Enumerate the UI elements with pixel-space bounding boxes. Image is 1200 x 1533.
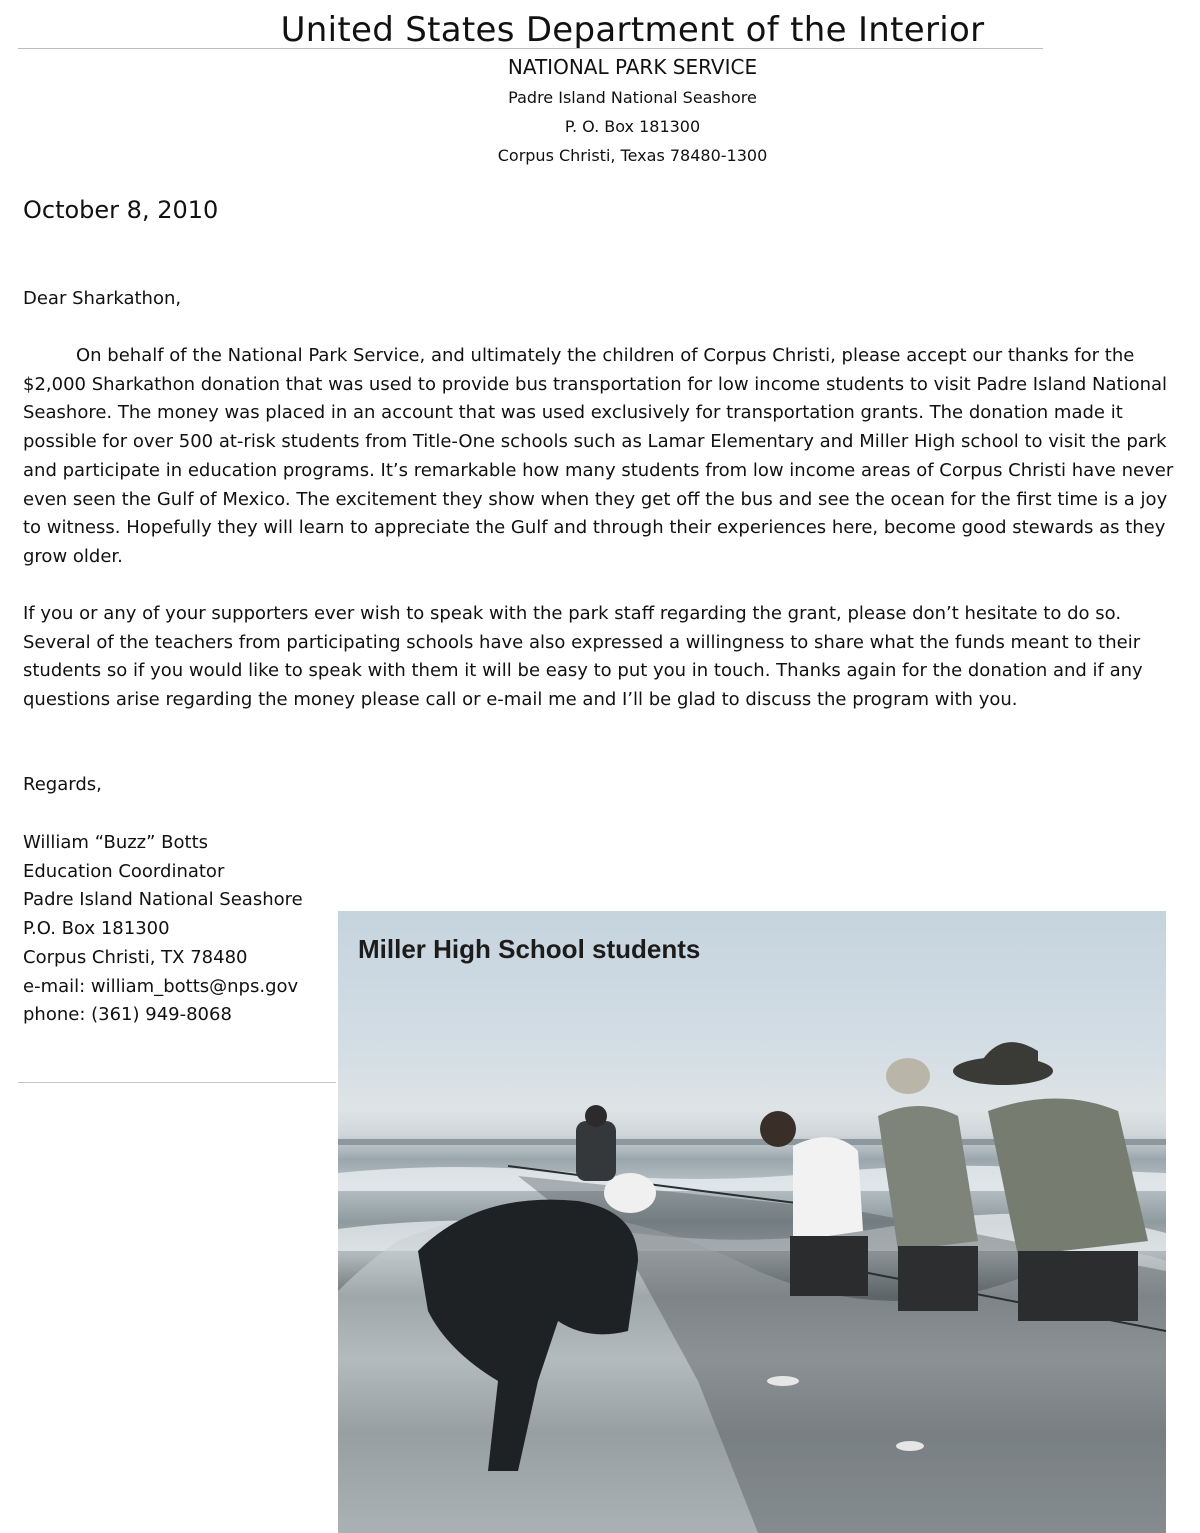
signature-block [23, 829, 303, 1030]
service-name: NATIONAL PARK SERVICE [507, 55, 758, 79]
student-white-shirt [793, 1137, 863, 1241]
signer-po-box: P.O. Box 181300 [23, 918, 170, 940]
signer-email: e-mail: william_botts@nps.gov [23, 975, 299, 997]
letter-date: October 8, 2010 [23, 196, 219, 224]
student-head [760, 1111, 796, 1147]
agency-title: United States Department of the Interior [280, 10, 985, 50]
student-background-head [585, 1105, 607, 1127]
footer-divider [18, 1082, 336, 1083]
ranger-2-hat-crown [976, 1042, 1038, 1073]
ranger-2-shorts [1018, 1251, 1138, 1321]
address-line-po-box: P. O. Box 181300 [564, 117, 701, 136]
closing: Regards, [23, 774, 102, 795]
signer-title: Education Coordinator [23, 860, 225, 882]
body-paragraph-2: If you or any of your supporters ever wish to speak with the park staff regarding the grant, please don’t hesitate to do so. Several of the teachers from participating schools have also expressed a willingness to share what the funds meant to their students so if you would like to speak with them it will be easy to put you in touch. Thanks again for the donation and if any questions arise regarding the money please call or e-mail me and I’ll be glad to discuss the program with you. [23, 603, 1143, 711]
address-line-city: Corpus Christi, Texas 78480-1300 [497, 146, 768, 165]
address-line-park: Padre Island National Seashore [508, 88, 757, 107]
fish-1 [767, 1376, 799, 1386]
students-photo [338, 911, 1166, 1533]
photo-caption: Miller High School students [358, 934, 701, 964]
salutation: Dear Sharkathon, [23, 288, 182, 309]
signer-organization: Padre Island National Seashore [23, 889, 303, 911]
beach-scene-illustration [338, 911, 1166, 1533]
header-divider [18, 48, 1043, 49]
student-shorts [790, 1236, 868, 1296]
signer-name: William “Buzz” Botts [23, 832, 209, 853]
ranger-1-cap [886, 1058, 930, 1094]
student-background [576, 1121, 616, 1181]
ranger-1-shorts [898, 1246, 978, 1311]
body-paragraph-1: On behalf of the National Park Service, and ultimately the children of Corpus Christi, please accept our thanks for the $2,000 Sharkathon donation that was used to provide bus transportation for low income students to visit Padre Island National Seashore. The money was placed in an account that was used exclusively for transportation grants. The donation made it possible for over 500 at-risk students from Title-One schools such as Lamar Elementary and Miller High school to visit the park and participate in education programs. It’s remarkable how many students from low income areas of Corpus Christi have never even seen the Gulf of Mexico. The excitement they show when they get off the bus and see the ocean for the first time is a joy to witness. Hopefully they will learn to appreciate the Gulf and through their experiences here, become good stewards as they grow older. [23, 345, 1174, 567]
fish-2 [896, 1441, 924, 1451]
signer-phone: phone: (361) 949-8068 [23, 1004, 232, 1026]
signer-city: Corpus Christi, TX 78480 [23, 946, 248, 968]
